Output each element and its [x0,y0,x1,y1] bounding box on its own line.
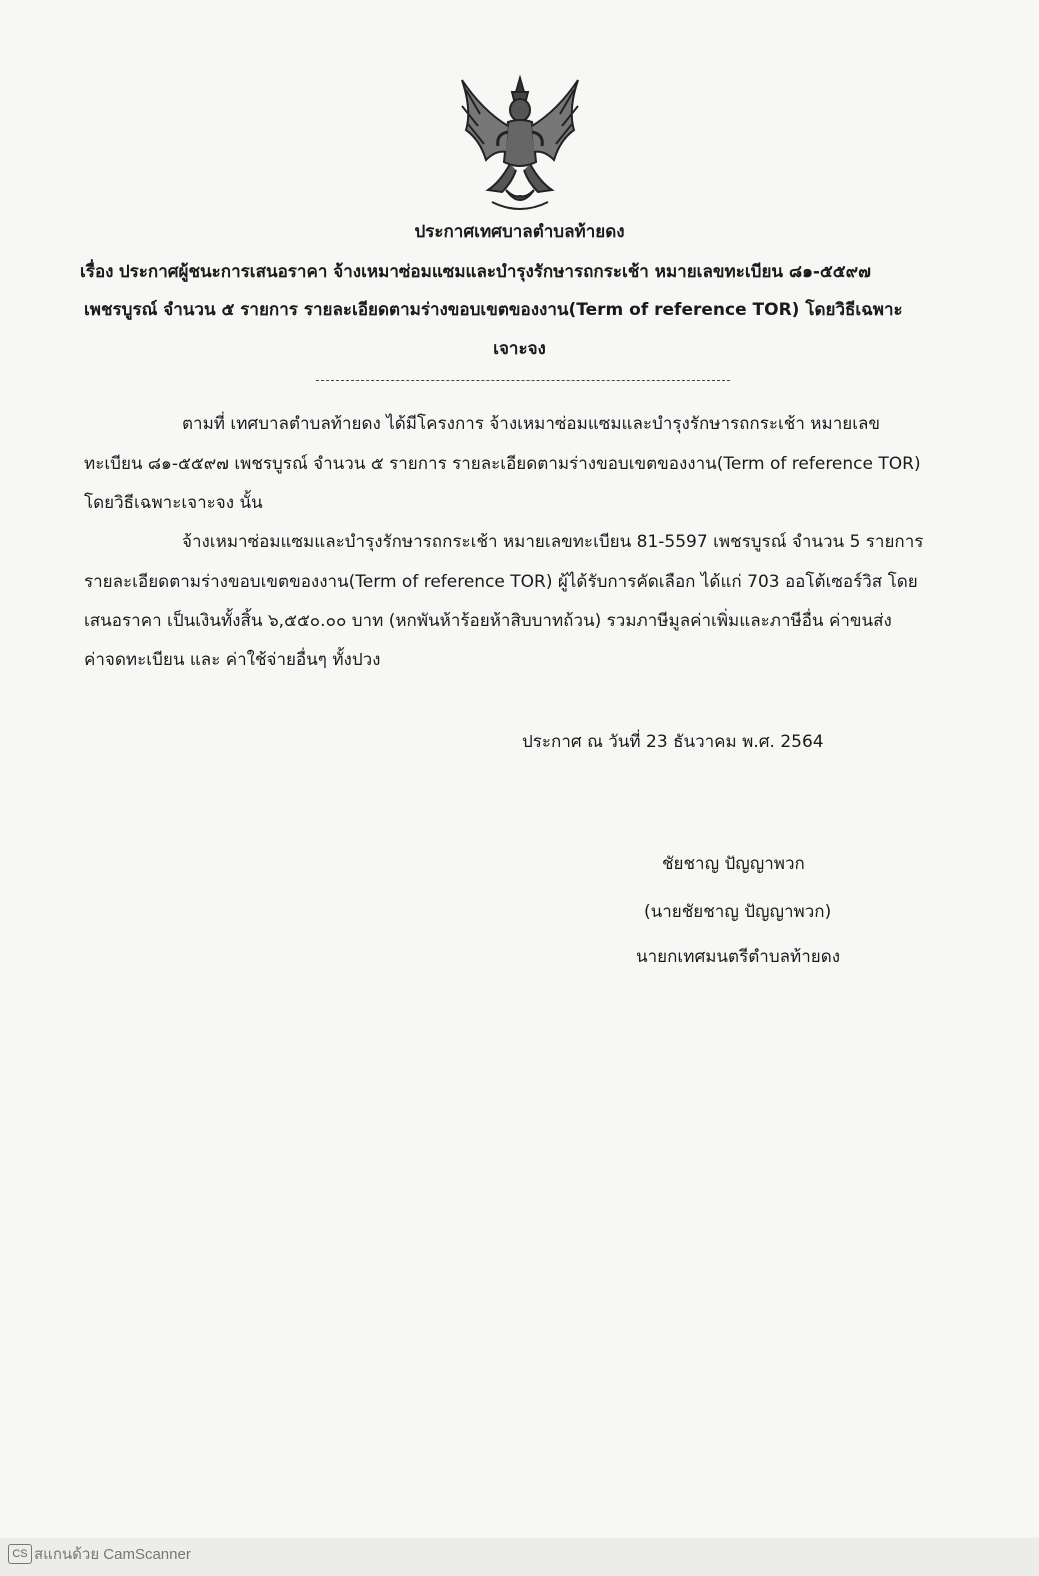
signatory-position: นายกเทศมนตรีตำบลท้ายดง [636,947,841,967]
paragraph-2-line-4: ค่าจดทะเบียน และ ค่าใช้จ่ายอื่นๆ ทั้งปวง [84,650,381,670]
document-title: ประกาศเทศบาลตำบลท้ายดง [414,222,625,242]
subject-line-1 [80,258,871,285]
subject-line-3: เจาะจง [493,339,546,359]
paragraph-1-line-2: ทะเบียน ๘๑-๕๕๙๗ เพชรบูรณ์ จำนวน ๕ รายการ รายละเอียดตามร่างขอบเขตของงาน(Term of reference TOR) [84,454,921,474]
camscanner-watermark: สแกนด้วย CamScanner [34,1546,191,1563]
signatory-full-name: (นายชัยชาญ ปัญญาพวก) [644,902,832,922]
subject-text-1: ประกาศผู้ชนะการเสนอราคา จ้างเหมาซ่อมแซมและบำรุงรักษารถกระเช้า หมายเลขทะเบียน ๘๑-๕๕๙๗ [118,262,871,282]
announcement-date: ประกาศ ณ วันที่ 23 ธันวาคม พ.ศ. 2564 [522,732,824,752]
divider-line [316,380,730,381]
paragraph-2-line-1: จ้างเหมาซ่อมแซมและบำรุงรักษารถกระเช้า หมายเลขทะเบียน 81-5597 เพชรบูรณ์ จำนวน 5 รายการ [182,532,924,552]
paragraph-1-line-1: ตามที่ เทศบาลตำบลท้ายดง ได้มีโครงการ จ้างเหมาซ่อมแซมและบำรุงรักษารถกระเช้า หมายเลข [182,414,881,434]
paragraph-1-line-3: โดยวิธีเฉพาะเจาะจง นั้น [84,493,263,513]
camscanner-logo-icon: CS [8,1544,32,1564]
paragraph-2-line-2: รายละเอียดตามร่างขอบเขตของงาน(Term of reference TOR) ผู้ได้รับการคัดเลือก ได้แก่ 703 ออโต้เซอร์วิส โดย [84,572,918,592]
signature-name: ชัยชาญ ปัญญาพวก [662,854,805,874]
subject-label: เรื่อง [80,262,114,282]
garuda-emblem-icon [452,70,588,216]
paragraph-2-line-3: เสนอราคา เป็นเงินทั้งสิ้น ๖,๕๕๐.๐๐ บาท (หกพันห้าร้อยห้าสิบบาทถ้วน) รวมภาษีมูลค่าเพิ่มและภาษีอื่น ค่าขนส่ง [84,611,892,631]
subject-line-2: เพชรบูรณ์ จำนวน ๕ รายการ รายละเอียดตามร่างขอบเขตของงาน(Term of reference TOR) โดยวิธีเฉพาะ [84,300,903,320]
